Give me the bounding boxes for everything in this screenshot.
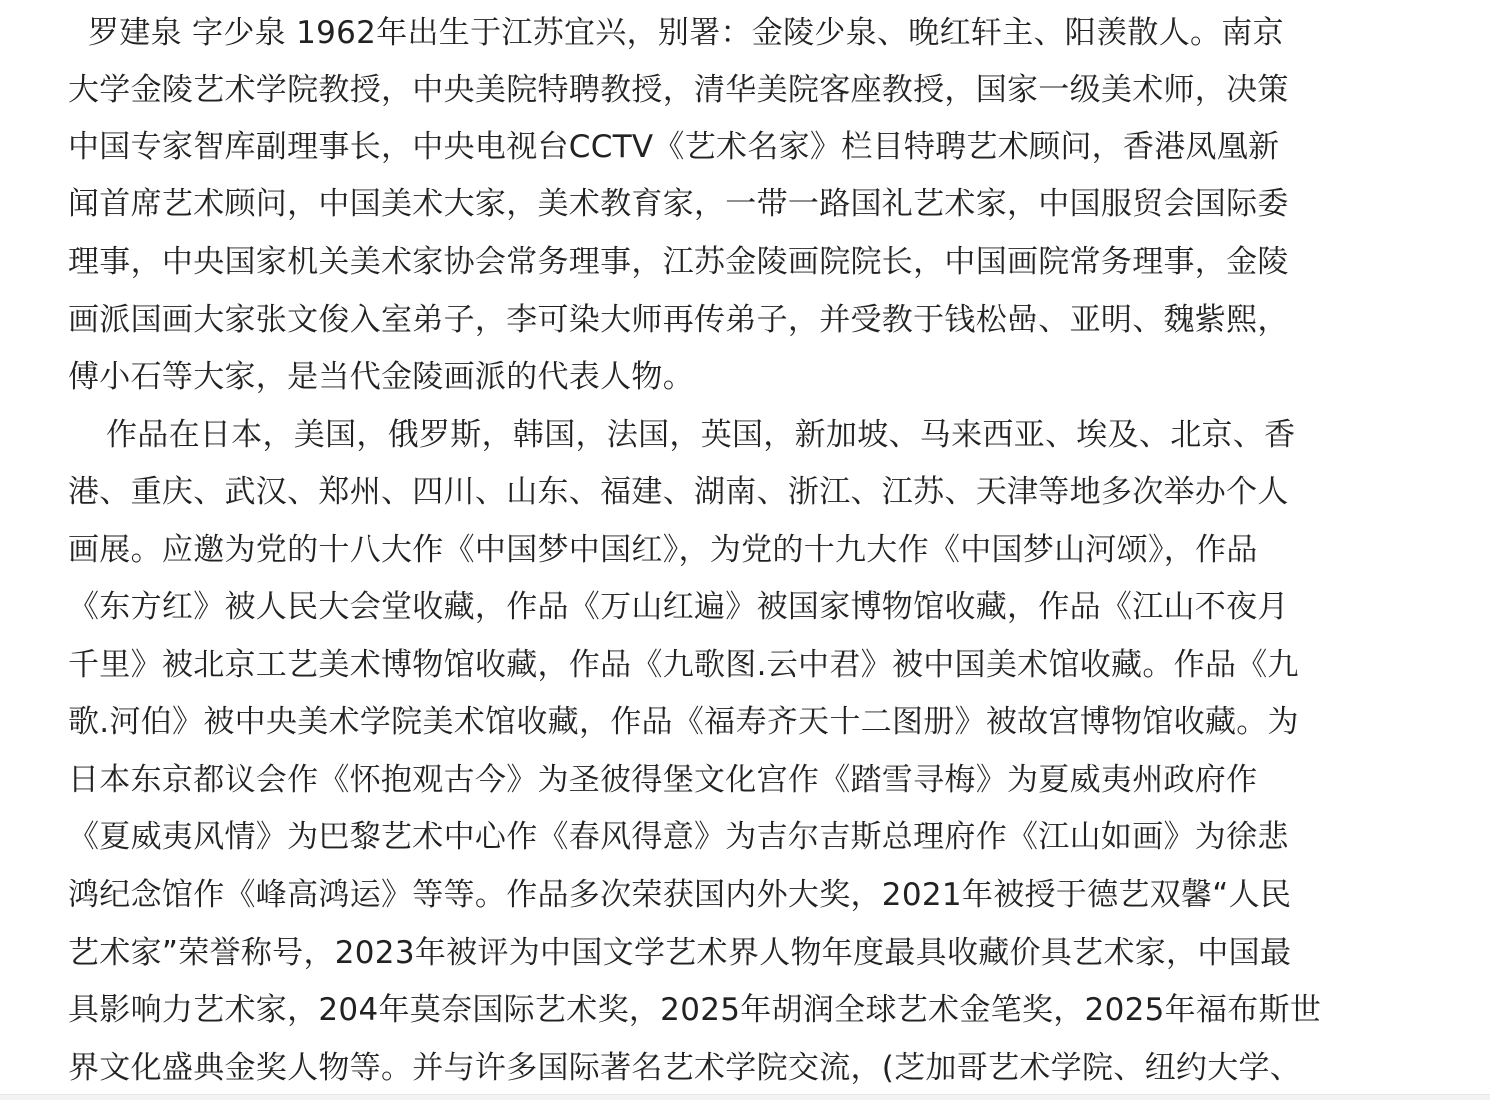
text-line: 大学金陵艺术学院教授，中央美院特聘教授，清华美院客座教授，国家一级美术师，决策 <box>68 72 1289 108</box>
text-line: 《夏威夷风情》为巴黎艺术中心作《春风得意》为吉尔吉斯总理府作《江山如画》为徐悲 <box>68 819 1289 855</box>
text-line: 闻首席艺术顾问，中国美术大家，美术教育家，一带一路国礼艺术家，中国服贸会国际委 <box>68 186 1289 222</box>
text-line: 理事，中央国家机关美术家协会常务理事，江苏金陵画院院长，中国画院常务理事，金陵 <box>68 244 1289 280</box>
text-line: 画派国画大家张文俊入室弟子，李可染大师再传弟子，并受教于钱松喦、亚明、魏紫熙， <box>68 302 1289 338</box>
text-line: 日本东京都议会作《怀抱观古今》为圣彼得堡文化宫作《踏雪寻梅》为夏威夷州政府作 <box>68 762 1258 798</box>
text-line: 港、重庆、武汉、郑州、四川、山东、福建、湖南、浙江、江苏、天津等地多次举办个人 <box>68 474 1289 510</box>
text-line: 界文化盛典金奖人物等。并与许多国际著名艺术学院交流，(芝加哥艺术学院、纽约大学、 <box>68 1050 1302 1086</box>
text-line: 《东方红》被人民大会堂收藏，作品《万山红遍》被国家博物馆收藏，作品《江山不夜月 <box>68 589 1289 625</box>
text-line: 鸿纪念馆作《峰高鸿运》等等。作品多次荣获国内外大奖，2021年被授于德艺双馨“人民 <box>68 877 1292 913</box>
text-line: 艺术家”荣誉称号，2023年被评为中国文学艺术界人物年度最具收藏价具艺术家，中国最 <box>68 935 1292 971</box>
text-line: 傅小石等大家，是当代金陵画派的代表人物。 <box>68 359 694 395</box>
text-line: 中国专家智库副理事长，中央电视台CCTV《艺术名家》栏目特聘艺术顾问，香港凤凰新 <box>68 129 1280 165</box>
text-line: 千里》被北京工艺美术博物馆收藏，作品《九歌图.云中君》被中国美术馆收藏。作品《九 <box>68 647 1299 683</box>
text-line: 作品在日本，美国，俄罗斯，韩国，法国，英国，新加坡、马来西亚、埃及、北京、香 <box>106 417 1296 453</box>
text-line: 具影响力艺术家，204年莫奈国际艺术奖，2025年胡润全球艺术金笔奖，2025年福布斯世 <box>68 992 1322 1028</box>
text-line: 歌.河伯》被中央美术学院美术馆收藏，作品《福寿齐天十二图册》被故宫博物馆收藏。为 <box>68 704 1299 740</box>
text-line: 画展。应邀为党的十八大作《中国梦中国红》，为党的十九大作《中国梦山河颂》，作品 <box>68 532 1258 568</box>
page-bottom-edge <box>0 1094 1490 1100</box>
text-line: 罗建泉 字少泉 1962年出生于江苏宜兴，别署：金陵少泉、晚红轩主、阳羡散人。南京 <box>88 15 1284 51</box>
